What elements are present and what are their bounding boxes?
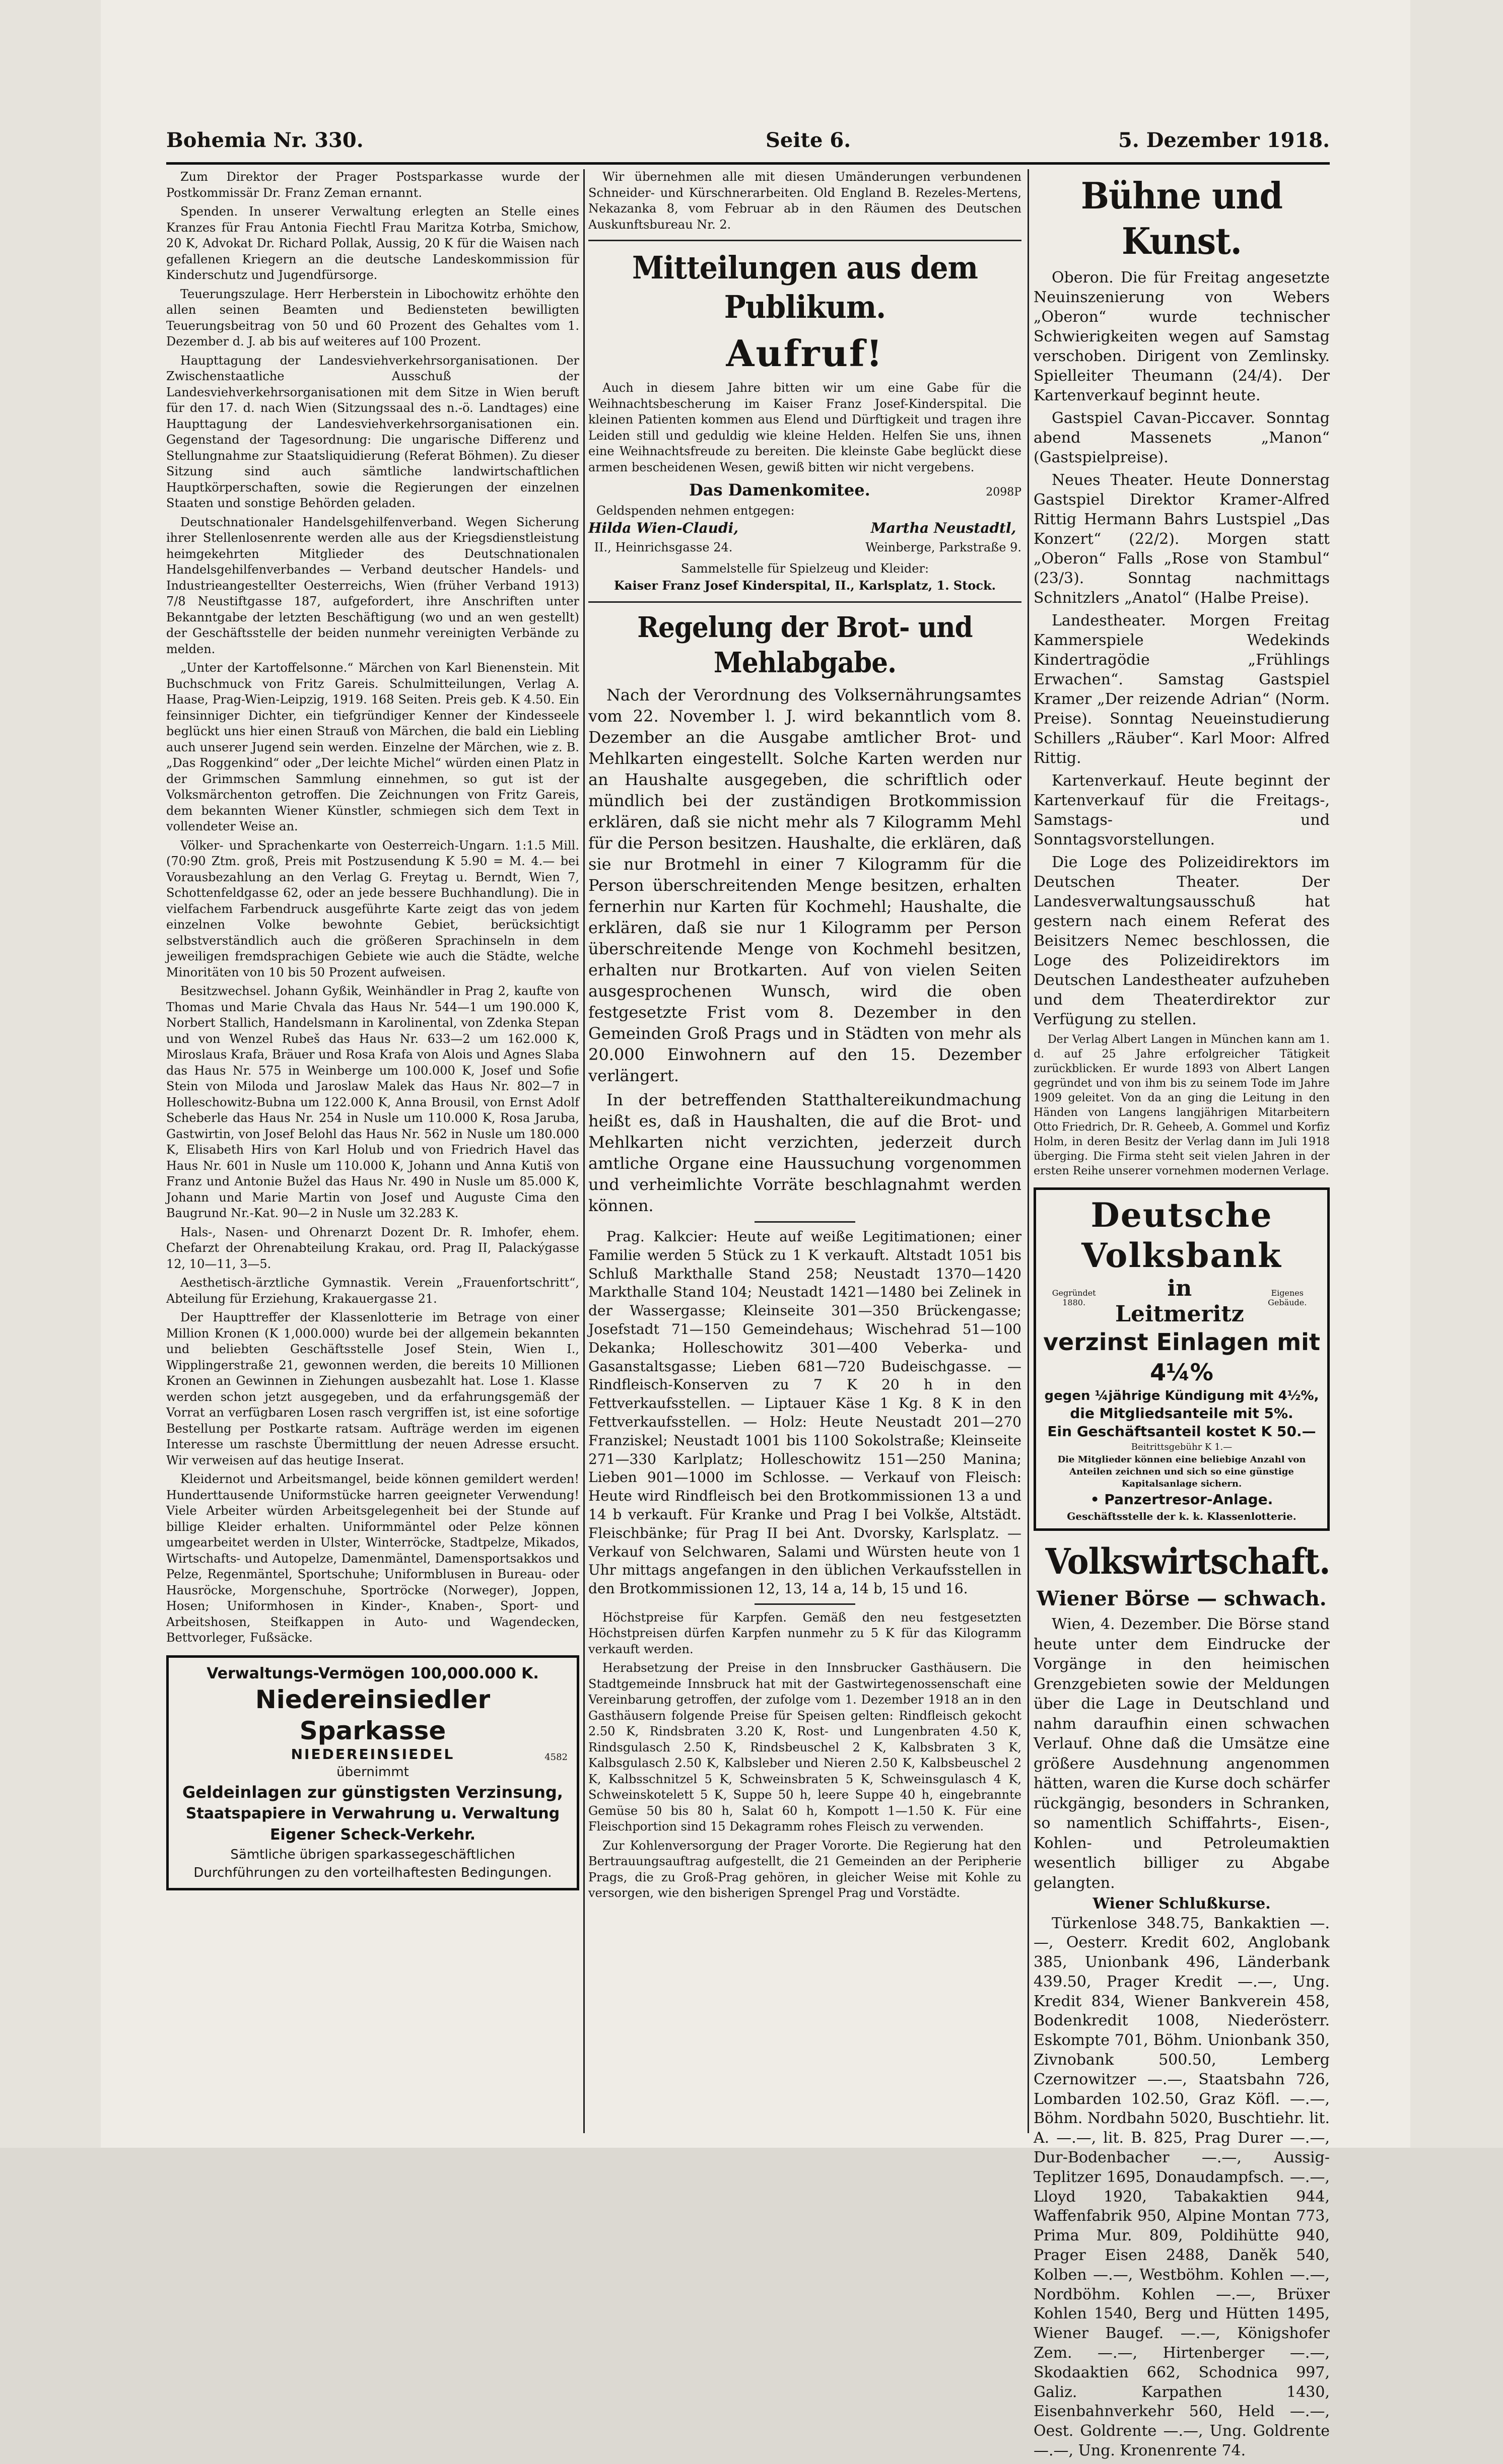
signatory-1-name: Hilda Wien-Claudi,: [588, 520, 738, 536]
brotabgabe-title: Regelung der Brot- und Mehlabgabe.: [637, 611, 973, 679]
article-gymnastik: Aesthetisch-ärztliche Gymnastik. Verein „Frauenfortschritt“, Abteilung für Erziehung, Krakauergasse 21.: [166, 1276, 579, 1306]
article-voelkerkarte: Völker- und Sprachenkarte von Oesterreich-Ungarn. 1:1.5 Mill. (70:90 Ztm. groß, Preis mit Postzusendung K 5.90 = M. 4.— bei Vorausbezahlung an den Verlag G. Freytag u. Berndt, Wien 7, Schottenfeldgasse 62, oder an jede bessere Buchhandlung). Die in vielfachem Farbendruck ausgeführte Karte zeigt das von jedem einzelnen Volke bewohnte Gebiet, berücksichtigt selbstverständlich auch die größeren Sprachinseln in dem jeweiligen fremdsprachigen Gebiete wie auch die Städte, welche Minoritäten von 10 bis 50 Prozent aufweisen.: [166, 838, 579, 979]
signatory-2-address: Weinberge, Parkstraße 9.: [865, 540, 1021, 554]
signatories: [588, 519, 1021, 557]
article-verlag-langen: Der Verlag Albert Langen in München kann am 1. d. auf 25 Jahre erfolgreicher Tätigkeit zurückblicken. Er wurde 1893 von Albert Langen gegründet und von ihm bis zu seinem Tode im Jahre 1909 geleitet. Von da an ging die Leitung in den Händen von Langens langjährigen Mitarbeitern Otto Friedrich, Dr. R. Geheeb, A. Gommel und Korfiz Holm, in deren Besitz der Verlag dann im Juli 1918 überging. Die Firma steht seit vielen Jahren in der ersten Reihe unserer vornehmen modernen Verlage.: [1034, 1033, 1330, 1177]
volksbank-mitglieder: Die Mitglieder können eine beliebige Anzahl von Anteilen zeichnen und sich so eine günstige Kapitalsanlage sichern.: [1057, 1454, 1306, 1489]
damenkomitee: Das Damenkomitee.: [689, 480, 870, 500]
volksbank-klassenlotterie: Geschäftsstelle der k. k. Klassenlotterie.: [1067, 1510, 1296, 1522]
header-date: 5. Dezember 1918.: [1118, 128, 1330, 152]
volksbank-geschaeftsanteil: Ein Geschäftsanteil kostet K 50.—: [1047, 1423, 1316, 1440]
geldspenden-label: Geldspenden nehmen entgegen:: [596, 504, 795, 518]
article-innsbruck-preise: Herabsetzung der Preise in den Innsbrucker Gasthäusern. Die Stadtgemeinde Innsbruck hat mit der Gastwirtegenossenschaft eine Vereinbarung getroffen, der zufolge vom 1. Dezember 1918 an in den Gasthäusern folgende Preise für Speisen gelten: Rindfleisch gekocht 2.50 K, Rindsbraten 3.20 K, Rost- und Lungenbraten 4.50 K, Rindsgulasch 2.50 K, Rindsbeuschel 2 K, Kalbsbraten 3 K, Kalbsgulasch 2.50 K, Kalbsleber und Nieren 2.50 K, Kalbsbeuschel 2 K, Kalbsschnitzel 5 K, Schweinsbraten 5 K, Schweinsgulasch 4 K, Schweinskotelett 5 K, Suppe 50 h, leere Suppe 40 h, eingebrannte Gemüse 50 bis 80 h, Salat 60 h, Kompott 1—1.50 K. Für eine Fleischportion sind 15 Dekagramm rohes Fleisch zu verwenden.: [588, 1661, 1021, 1834]
article-oberon: Oberon. Die für Freitag angesetzte Neuinszenierung von Webers „Oberon“ wurde technischer Schwierigkeiten wegen auf Samstag verschoben. Dirigent von Zemlinsky. Spielleiter Theumann (24/4). Der Kartenverkauf beginnt heute.: [1034, 269, 1330, 404]
sparkasse-place: NIEDEREINSIEDEL: [291, 1745, 455, 1763]
article-ohrenarzt: Hals-, Nasen- und Ohrenarzt Dozent Dr. R. Imhofer, ehem. Chefarzt der Ohrenabteilung Krakau, ord. Prag II, Palackýgasse 12, 10—11, 3—5.: [166, 1225, 579, 1271]
short-rule: [755, 1221, 855, 1223]
signatory-1: [588, 519, 738, 557]
header-page-number: Seite 6.: [766, 128, 851, 152]
sammelstelle-label: Sammelstelle für Spielzeug und Kleider:: [680, 561, 929, 576]
damenkomitee-line: [588, 480, 1021, 500]
volksbank-kuendigung: gegen ¼jährige Kündigung mit 4½%,: [1044, 1388, 1319, 1403]
volkswirtschaft-title: Volkswirtschaft.: [1045, 1540, 1330, 1582]
article-boerse: Wien, 4. Dezember. Die Börse stand heute unter dem Eindrucke der Vorgänge in den heimischen Grenzgebieten sowie der Meldungen über die Lage in Deutschland und nahm daraufhin einen schwachen Verlauf. Ohne daß die Umsätze eine größere Ausdehnung angenommen hätten, waren die Kurse doch schärfer rückgängig, besonders in Schranken, so namentlich Schiffahrts-, Eisen-, Kohlen- und Petroleumaktien wesentlich billiger zu Abgabe gelangten.: [1034, 1615, 1330, 1892]
article-kalkcier: Prag. Kalkcier: Heute auf weiße Legitimationen; einer Familie werden 5 Stück zu 1 K verkauft. Altstadt 1051 bis Schluß Markthalle Stand 258; Neustadt 1370—1420 Markthalle Stand 104; Neustadt 1421—1480 bei Zelinek in der Wassergasse; Kleinseite 301—350 Brückengasse; Josefstadt 71—150 Gemeindehaus; Wischehrad 51—100 Dekanka; Holleschowitz 301—400 Veberka- und Gasanstaltsgasse; Lieben 681—720 Budeischgasse. — Rindfleisch-Konserven zu 7 K 20 h in den Fettverkaufsstellen. — Liptauer Käse 1 Kg. 8 K in den Fettverkaufsstellen. — Holz: Heute Neustadt 201—270 Franziskel; Neustadt 1001 bis 1100 Sokolstraße; Kleinseite 271—330 Karlplatz; Holleschowitz 151—250 Manina; Lieben 901—1000 im Schlosse. — Verkauf von Fleisch: Heute wird Rindfleisch bei den Brotkommissionen 13 a und 14 b verkauft. Für Kranke und Prag I bei Volkše, Altstädt. Fleischbänke; für Prag II bei Ant. Dvorsky, Karlsplatz. — Verkauf von Selchwaren, Salami und Würsten heute von 1 Uhr mittags angefangen in den üblichen Verkaufsstellen in den Brotkommissionen 12, 13, 14 a, 14 b, 15 und 16.: [588, 1228, 1021, 1597]
volksbank-title: Deutsche Volksbank: [1081, 1195, 1282, 1275]
signatory-2-name: Martha Neustadtl,: [870, 520, 1016, 536]
column-rule-2: [1028, 169, 1029, 2133]
volksbank-gegruendet: Gegründet 1880.: [1052, 1288, 1096, 1307]
sparkasse-uebernimmt: übernimmt: [336, 1765, 409, 1780]
boerse-title: Wiener Börse — schwach.: [1037, 1587, 1327, 1610]
volksbank-beitritt: Beitrittsgebühr K 1.—: [1131, 1442, 1233, 1452]
column-1: [166, 169, 579, 1899]
aufruf-title: Aufruf!: [726, 332, 884, 375]
aufruf-text: Auch in diesem Jahre bitten wir um eine Gabe für die Weihnachtsbescherung im Kaiser Franz Josef-Kinderspital. Die kleinen Patienten kommen aus Elend und Dürftigkeit und tragen ihre Leiden still und geduldig wie kleine Helden. Helfen Sie uns, ihnen eine Weihnachtsfreude zu bereiten. Die kleinste Gabe beglückt diese armen bescheidenen Wesen, gewiß bitten wir nicht vergebens.: [588, 381, 1021, 474]
article-gastspiel: Gastspiel Cavan-Piccaver. Sonntag abend Massenets „Manon“ (Gastspielpreise).: [1034, 409, 1330, 466]
page-header: [166, 128, 1330, 159]
volksbank-advertisement: [1034, 1187, 1330, 1531]
header-publication: Bohemia Nr. 330.: [166, 128, 364, 152]
section-rule: [588, 240, 1021, 241]
sparkasse-scheck: Eigener Scheck-Verkehr.: [269, 1826, 476, 1844]
page-edge-right: [1410, 0, 1503, 2148]
article-neues-theater: Neues Theater. Heute Donnerstag Gastspiel Direktor Kramer-Alfred Rittig Hermann Bahrs Lustspiel „Das Konzert“ (22/2). Morgen statt „Oberon“ Falls „Rose von Stambul“ (23/3). Sonntag nachmittags Schnitzlers „Anatol“ (Halbe Preise).: [1034, 471, 1330, 607]
article-postsparkasse: Zum Direktor der Prager Postsparkasse wurde der Postkommissär Dr. Franz Zeman ernannt.: [166, 170, 579, 200]
article-handelsgehilfenverband: Deutschnationaler Handelsgehilfenverband. Wegen Sicherung ihrer Stellenlosenrente werden alle aus der Kriegsdienstleistung heimgekehrten Mitglieder des Deutschnationalen Handelsgehilfenverbandes — Verband deutscher Handels- und Industrieangestellter Oesterreichs, Wien (früher Verband 1913) 7/8 Neustiftgasse 187, aufgefordert, ihre Anschriften unter Bekanntgabe der letzten Beschäftigung (wo und an wen gestellt) der Geschäftsstelle der beiden nunmehr vereinigten Verbände zu melden.: [166, 515, 579, 656]
section-rule-2: [588, 601, 1021, 603]
kinderspital-address: Kaiser Franz Josef Kinderspital, II., Karlsplatz, 1. Stock.: [614, 578, 996, 593]
schlusskurse-list: Türkenlose 348.75, Bankaktien —.—, Oesterr. Kredit 602, Anglobank 385, Unionbank 496, Länderbank 439.50, Prager Kredit —.—, Ung. Kredit 834, Wiener Bankverein 458, Bodenkredit 1008, Niederösterr. Eskompte 701, Böhm. Unionbank 350, Zivnobank 500.50, Lemberg Czernowitzer —.—, Staatsbahn 726, Lombarden 102.50, Graz Köfl. —.—, Böhm. Nordbahn 5020, Buschtiehr. lit. A. —.—, lit. B. 825, Prag Durer —.—, Dur-Bodenbacher —.—, Aussig-Teplitzer 1695, Donaudampfsch. —.—, Lloyd 1920, Tabakaktien 944, Waffenfabrik 950, Alpine Montan 773, Prima Mur. 809, Poldihütte 940, Prager Eisen 2488, Daněk 540, Kolben —.—, Westböhm. Kohlen —.—, Nordböhm. Kohlen —.—, Brüxer Kohlen 1540, Berg und Hütten 1495, Wiener Baugef. —.—, Königshofer Zem. —.—, Hirtenberger —.—, Skodaaktien 662, Schodnica 997, Galiz. Karpathen 1430, Eisenbahnverkehr 560, Held —.—, Oest. Goldrente —.—, Ung. Goldrente —.—, Ung. Kronenrente 74.: [1034, 1914, 1330, 2460]
column-3: [1034, 169, 1330, 2464]
article-haupttagung: Haupttagung der Landesviehverkehrsorganisationen. Der Zwischenstaatliche Ausschuß der Landesviehverkehrsorganisationen mit dem Sitze in Wien beruft für den 17. d. nach Wien (Sitzungssaal des n.-ö. Landtages) eine Haupttagung der Landesviehverkehrsorganisationen ein. Gegenstand der Tagesordnung: Die ungarische Differenz und Stellungnahme zur Staatsliquidierung (Referat Böhmen). Zu dieser Sitzung sind auch sämtliche landwirtschaftlichen Hauptkörperschaften, sowie die Regierungen der einzelnen Staaten und sonstige Behörden geladen.: [166, 353, 579, 510]
volksbank-verzinst: verzinst Einlagen mit 4¼%: [1043, 1328, 1320, 1386]
article-kartoffelsonne: „Unter der Kartoffelsonne.“ Märchen von Karl Bienenstein. Mit Buchschmuck von Fritz Gareis. Schulmitteilungen, Verlag A. Haase, Prag-Wien-Leipzig, 1919. 168 Seiten. Preis geb. K 4.50. Ein feinsinniger Dichter, ein tiefgründiger Kenner der Kindesseele beglückt uns hier einen Strauß von Märchen, die bald ein Liebling auch unserer Jugend sein werden. Einzelne der Märchen, wie z. B. „Das Roggenkind“ oder „Der leichte Michel“ würden einen Platz in der Grimmschen Sammlung einnehmen, so gut ist der Volksmärchenton getroffen. Die Zeichnungen von Fritz Gareis, dem bekannten Wiener Künstler, schmiegen sich dem Text in vollendeter Weise an.: [166, 661, 579, 833]
sparkasse-geldeinlagen: Geldeinlagen zur günstigsten Verzinsung,: [182, 1783, 563, 1802]
article-polizeidirektor-loge: Die Loge des Polizeidirektors im Deutschen Theater. Der Landesverwaltungsausschuß hat gestern nach einem Referat des Beisitzers Nemec beschlossen, die Loge des Polizeidirektors im Deutschen Landestheater aufzuheben und dem Theaterdirektor zur Verfügung zu stellen.: [1034, 854, 1330, 1028]
article-klassenlotterie: Der Haupttreffer der Klassenlotterie im Betrage von einer Million Kronen (K 1,000.000) wurde bei der allgemein bekannten und beliebten Geschäftsstelle Josef Stein, Wien I., Wipplingerstraße 21, gewonnen werden, die bereits 10 Millionen Kronen an Gewinnen in Ziehungen ausbezahlt hat. Lose 1. Klasse werden schon jetzt ausgegeben, und da erfahrungsgemäß der Vorrat an verfügbaren Losen rasch vergriffen ist, ist eine sofortige Bestellung per Postkarte ratsam. Aufträge werden im eigenen Interesse um raschste Übermittlung der neuen Adresse ersucht. Wir verweisen auf das heutige Inserat.: [166, 1310, 579, 1467]
article-besitzwechsel: Besitzwechsel. Johann Gyßik, Weinhändler in Prag 2, kaufte von Thomas und Marie Chvala das Haus Nr. 544—1 um 190.000 K, Norbert Stallich, Handelsmann in Karolinental, von Zdenka Stepan und von Wenzel Rubeš das Haus Nr. 633—2 um 162.000 K, Miroslaus Krafa, Bräuer und Rosa Krafa von Alois und Agnes Slaba das Haus Nr. 575 in Weinberge um 100.000 K, Josef und Sofie Stein von Miloda und Jaroslaw Malek das Haus Nr. 802—7 in Holleschowitz-Bubna um 122.000 K, Anna Brousil, von Ernst Adolf Scheberle das Haus Nr. 254 in Nusle um 110.000 K, Rosa Jaruba, Gastwirtin, von Josef Belohl das Haus Nr. 562 in Nusle um 180.000 K, Elisabeth Hirs von Karl Holub und von Friedrich Havel das Haus Nr. 601 in Nusle um 110.000 K, Johann und Anna Kutiš von Franz und Antonie Bužel das Haus Nr. 490 in Nusle um 85.000 K, Johann und Marie Martin von Josef und Auguste Cima den Baugrund Nr.-Kat. 90—2 in Nusle um 32.283 K.: [166, 984, 579, 1220]
brotabgabe-text-1: Nach der Verordnung des Volksernährungsamtes vom 22. November l. J. wird bekanntlich vom 8. Dezember an die Ausgabe amtlicher Brot- und Mehlkarten eingestellt. Solche Karten werden nur an Haushalte ausgegeben, die schriftlich oder mündlich bei der zuständigen Brotkommission erklären, daß sie nicht mehr als 7 Kilogramm Mehl für die Person besitzen. Haushalte, die erklären, daß sie nur Brotmehl in einer 7 Kilogramm für die Person überschreitenden Menge besitzen, erhalten fernerhin nur Karten für Kochmehl; Haushalte, die erklären, daß sie nur 1 Kilogramm per Person überschreitende Menge von Kochmehl besitzen, erhalten nur Brotkarten. Auf von vielen Seiten ausgesprochenen Wunsch, wird die oben festgesetzte Frist vom 8. Dezember in den Gemeinden Groß Prags und in Städten von mehr als 20.000 Einwohnern auf den 15. Dezember verlängert.: [588, 685, 1021, 1085]
sparkasse-place-line: [178, 1746, 568, 1764]
sparkasse-advertisement: [166, 1655, 579, 1891]
article-kohlenversorgung: Zur Kohlenversorgung der Prager Vororte. Die Regierung hat den Bertrauungsauftrag aufgestellt, die 21 Gemeinden an der Peripherie Prags, die zu Groß-Prag gehören, in gleicher Weise mit Kohle zu versorgen, wie den bisherigen Sprengel Prag und Vorstädte.: [588, 1838, 1021, 1900]
article-landestheater: Landestheater. Morgen Freitag Kammerspiele Wedekinds Kindertragödie „Frühlings Erwachen“. Samstag Gastspiel Kramer „Der reizende Adrian“ (Norm. Preise). Sonntag Neueinstudierung Schillers „Räuber“. Karl Moor: Alfred Rittig.: [1034, 612, 1330, 767]
page-edge-left: [0, 0, 101, 2148]
article-kartenverkauf: Kartenverkauf. Heute beginnt der Kartenverkauf für die Freitags-, Samstags- und Sonntagsvorstellungen.: [1034, 772, 1330, 849]
mitteilungen-title: Mitteilungen aus dem Publikum.: [632, 249, 978, 325]
sparkasse-vermoegen: Verwaltungs-Vermögen 100,000.000 K.: [207, 1664, 539, 1682]
header-rule: [166, 162, 1330, 165]
signatory-2: [865, 519, 1021, 557]
schlusskurse-title: Wiener Schlußkurse.: [1092, 1895, 1271, 1913]
volksbank-ort: in Leitmeritz: [1115, 1276, 1244, 1327]
sparkasse-name: Niedereinsiedler Sparkasse: [255, 1684, 491, 1745]
article-kleidernot: Kleidernot und Arbeitsmangel, beide können gemildert werden! Hunderttausende Uniformstücke harren geeigneter Verwendung! Viele Arbeiter würden Arbeitsgelegenheit bei der Stunde auf billige Kleider erhalten. Uniformmäntel oder Pelze können umgearbeitet werden in Ulster, Winterröcke, Stadtpelze, Mikados, Wirtschafts- und Autopelze, Damenmäntel, Damensportsakkos und Pelze, Regenmäntel, Sportschuhe; Uniformblusen in Bureau- oder Hausröcke, Morgenschuhe, Sportröcke (Norweger), Joppen, Hosen; Uniformhosen in Kinder-, Knaben-, Sport- und Arbeitshosen, Steifkappen in Auto- und Wagendecken, Bettvorleger, Fußsäcke.: [166, 1472, 579, 1645]
article-karpfen: Höchstpreise für Karpfen. Gemäß den neu festgesetzten Höchstpreisen dürfen Karpfen nunmehr zu 5 K für das Kilogramm verkauft werden.: [588, 1610, 1021, 1656]
column-2: [588, 169, 1021, 1905]
short-rule-2: [755, 1603, 855, 1605]
sparkasse-staatspapiere: Staatspapiere in Verwahrung u. Verwaltung: [185, 1805, 560, 1822]
column-rule-1: [583, 169, 585, 2133]
volksbank-mitgliedsanteile: die Mitgliedsanteile mit 5%.: [1070, 1405, 1293, 1422]
damenkomitee-code: 2098P: [986, 486, 1021, 499]
buehne-title: Bühne und Kunst.: [1080, 174, 1283, 262]
article-spenden: Spenden. In unserer Verwaltung erlegten an Stelle eines Kranzes für Frau Antonia Fiechtl Frau Maritza Kotrba, Smichow, 20 K, Advokat Dr. Richard Pollak, Aussig, 20 K für die Waisen nach gefallenen Kriegern an die deutsche Landeskommission für Kinderschutz und Jugendfürsorge.: [166, 204, 579, 282]
brotabgabe-text-2: In der betreffenden Statthaltereikundmachung heißt es, daß in Haushalten, die auf die Brot- und Mehlkarten nicht verzichten, jederzeit durch amtliche Organe eine Haussuchung vorgenommen und verheimlichte Vorräte beschlagnahmt werden können.: [588, 1090, 1021, 1215]
volksbank-panzertresor: • Panzertresor-Anlage.: [1090, 1491, 1273, 1508]
volksbank-gebaeude: Eigenes Gebäude.: [1268, 1288, 1307, 1307]
article-teuerungszulage: Teuerungszulage. Herr Herberstein in Libochowitz erhöhte den allen seinen Beamten und Bediensteten bewilligten Teuerungsbeitrag von 50 und 60 Prozent des Gehaltes vom 1. Dezember d. J. ab bis auf weiteres auf 100 Prozent.: [166, 287, 579, 348]
article-schneiderarbeiten: Wir übernehmen alle mit diesen Umänderungen verbundenen Schneider- und Kürschnerarbeiten. Old England B. Rezeles-Mertens, Nekazanka 8, vom Februar ab in den Räumen des Deutschen Auskunftsbureau Nr. 2.: [588, 170, 1021, 232]
volksbank-location-line: [1042, 1276, 1321, 1327]
sparkasse-saemtliche: Sämtliche übrigen sparkassegeschäftlichen Durchführungen zu den vorteilhaftesten Bedingungen.: [193, 1847, 552, 1880]
signatory-1-address: II., Heinrichsgasse 24.: [594, 540, 733, 554]
sparkasse-code: 4582: [544, 1751, 568, 1763]
